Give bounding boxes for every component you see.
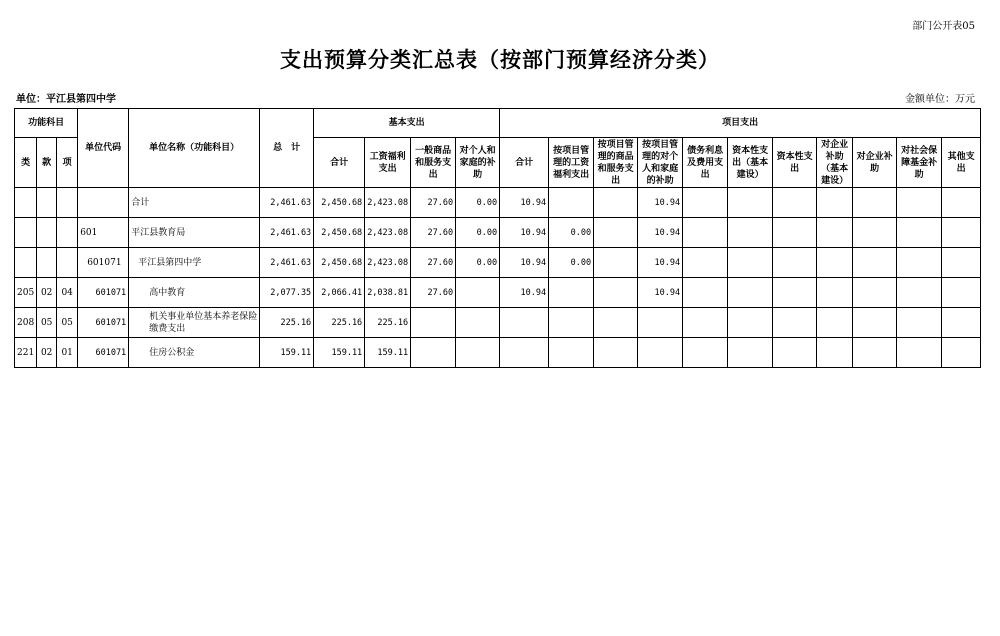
cell-basic-personal [456,278,500,308]
cell-unit-code: 601071 [78,338,129,368]
cell-xiang: 05 [57,308,78,338]
cell-empty [773,218,817,248]
cell-basic-sum: 2,450.68 [314,218,365,248]
cell-empty [853,188,897,218]
header-project-debt: 债务利息及费用支出 [683,138,728,188]
cell-basic-wage: 2,423.08 [365,188,411,218]
cell-empty [853,308,897,338]
cell-basic-sum: 2,066.41 [314,278,365,308]
cell-basic-wage: 2,423.08 [365,218,411,248]
cell-project-wage: 0.00 [549,218,594,248]
cell-unit-name: 平江县教育局 [129,218,260,248]
cell-project-goods [594,308,638,338]
cell-basic-personal: 0.00 [456,248,500,278]
budget-table [14,108,981,368]
cell-unit-name: 住房公积金 [129,338,260,368]
cell-unit-code: 601071 [78,248,129,278]
cell-basic-personal: 0.00 [456,188,500,218]
cell-unit-code [78,188,129,218]
cell-empty [897,308,942,338]
cell-empty [853,278,897,308]
cell-unit-name: 平江县第四中学 [129,248,260,278]
header-unit-code: 单位代码 [78,109,129,188]
cell-kuan [37,218,57,248]
header-project-other: 其他支出 [942,138,981,188]
header-project-goods: 按项目管理的商品和服务支出 [594,138,638,188]
cell-empty [942,308,981,338]
report-table-number: 部门公开表05 [912,21,975,32]
cell-total: 2,077.35 [260,278,314,308]
header-project-expenditure: 项目支出 [500,109,981,138]
cell-empty [853,218,897,248]
cell-project-personal: 10.94 [638,218,683,248]
cell-project-goods [594,278,638,308]
cell-empty [683,308,728,338]
cell-project-sum: 10.94 [500,248,549,278]
cell-total: 2,461.63 [260,218,314,248]
cell-basic-personal [456,308,500,338]
cell-xiang [57,188,78,218]
cell-project-goods [594,218,638,248]
cell-project-wage: 0.00 [549,248,594,278]
cell-kuan [37,248,57,278]
cell-basic-sum: 2,450.68 [314,248,365,278]
cell-basic-personal: 0.00 [456,218,500,248]
table-row [15,188,981,218]
cell-project-personal [638,308,683,338]
header-project-enterprise-build: 对企业补助（基本建设） [817,138,853,188]
cell-lei [15,188,37,218]
cell-empty [817,338,853,368]
cell-project-personal: 10.94 [638,248,683,278]
cell-unit-code: 601071 [78,308,129,338]
cell-empty [683,188,728,218]
cell-basic-wage: 159.11 [365,338,411,368]
cell-lei: 208 [15,308,37,338]
cell-project-personal [638,338,683,368]
cell-empty [773,278,817,308]
cell-basic-goods: 27.60 [411,188,456,218]
cell-xiang: 04 [57,278,78,308]
cell-basic-goods: 27.60 [411,278,456,308]
cell-empty [897,218,942,248]
cell-empty [683,218,728,248]
header-basic-wage: 工资福利支出 [365,138,411,188]
cell-project-wage [549,188,594,218]
cell-kuan: 02 [37,278,57,308]
header-project-enterprise: 对企业补助 [853,138,897,188]
cell-empty [897,248,942,278]
cell-kuan [37,188,57,218]
cell-xiang [57,218,78,248]
table-row [15,248,981,278]
cell-project-goods [594,338,638,368]
cell-project-goods [594,248,638,278]
cell-lei: 221 [15,338,37,368]
header-basic-expenditure: 基本支出 [314,109,500,138]
cell-basic-personal [456,338,500,368]
cell-project-wage [549,278,594,308]
cell-project-wage [549,338,594,368]
cell-empty [942,218,981,248]
header-project-social: 对社会保障基金补助 [897,138,942,188]
cell-unit-name: 机关事业单位基本养老保险缴费支出 [129,308,260,338]
cell-empty [773,188,817,218]
cell-empty [683,248,728,278]
cell-project-sum: 10.94 [500,218,549,248]
header-project-capital: 资本性支出 [773,138,817,188]
table-row [15,278,981,308]
cell-basic-sum: 159.11 [314,338,365,368]
cell-kuan: 02 [37,338,57,368]
header-project-wage: 按项目管理的工资福利支出 [549,138,594,188]
header-total: 总 计 [260,109,314,188]
cell-project-wage [549,308,594,338]
header-project-personal: 按项目管理的对个人和家庭的补助 [638,138,683,188]
cell-empty [942,278,981,308]
cell-empty [817,218,853,248]
cell-basic-sum: 225.16 [314,308,365,338]
cell-empty [942,188,981,218]
header-unit-name: 单位名称（功能科目） [129,109,260,188]
cell-unit-code: 601 [78,218,129,248]
cell-basic-wage: 2,038.81 [365,278,411,308]
cell-empty [942,248,981,278]
cell-empty [773,308,817,338]
cell-empty [683,338,728,368]
cell-empty [853,338,897,368]
header-project-capital-build: 资本性支出（基本建设） [728,138,773,188]
cell-empty [817,248,853,278]
cell-project-personal: 10.94 [638,188,683,218]
cell-empty [683,278,728,308]
cell-project-goods [594,188,638,218]
cell-basic-wage: 225.16 [365,308,411,338]
cell-basic-goods: 27.60 [411,218,456,248]
cell-empty [897,338,942,368]
cell-empty [817,188,853,218]
cell-empty [773,248,817,278]
cell-xiang [57,248,78,278]
cell-empty [942,338,981,368]
cell-empty [817,278,853,308]
cell-empty [728,278,773,308]
header-xiang: 项 [57,138,78,188]
cell-total: 2,461.63 [260,188,314,218]
cell-project-personal: 10.94 [638,278,683,308]
cell-unit-name: 高中教育 [129,278,260,308]
header-func-subject: 功能科目 [15,109,78,138]
cell-lei: 205 [15,278,37,308]
table-row [15,218,981,248]
cell-unit-name: 合计 [129,188,260,218]
cell-total: 2,461.63 [260,248,314,278]
header-basic-personal: 对个人和家庭的补助 [456,138,500,188]
header-project-sum: 合计 [500,138,549,188]
cell-xiang: 01 [57,338,78,368]
header-basic-goods: 一般商品和服务支出 [411,138,456,188]
cell-project-sum [500,308,549,338]
unit-label: 单位：平江县第四中学 [16,94,116,105]
header-kuan: 款 [37,138,57,188]
table-row [15,308,981,338]
cell-empty [897,188,942,218]
cell-basic-goods: 27.60 [411,248,456,278]
cell-total: 159.11 [260,338,314,368]
cell-lei [15,218,37,248]
cell-empty [728,218,773,248]
cell-unit-code: 601071 [78,278,129,308]
cell-basic-wage: 2,423.08 [365,248,411,278]
cell-basic-goods [411,308,456,338]
cell-empty [728,248,773,278]
cell-empty [897,278,942,308]
cell-total: 225.16 [260,308,314,338]
header-basic-sum: 合计 [314,138,365,188]
cell-lei [15,248,37,278]
table-row [15,338,981,368]
cell-project-sum: 10.94 [500,188,549,218]
cell-basic-sum: 2,450.68 [314,188,365,218]
cell-empty [773,338,817,368]
cell-empty [817,308,853,338]
cell-empty [728,308,773,338]
cell-project-sum [500,338,549,368]
page-title: 支出预算分类汇总表（按部门预算经济分类） [280,47,720,72]
cell-empty [728,188,773,218]
cell-kuan: 05 [37,308,57,338]
cell-empty [853,248,897,278]
cell-project-sum: 10.94 [500,278,549,308]
cell-basic-goods [411,338,456,368]
header-lei: 类 [15,138,37,188]
money-unit-label: 金额单位：万元 [905,94,975,105]
cell-empty [728,338,773,368]
